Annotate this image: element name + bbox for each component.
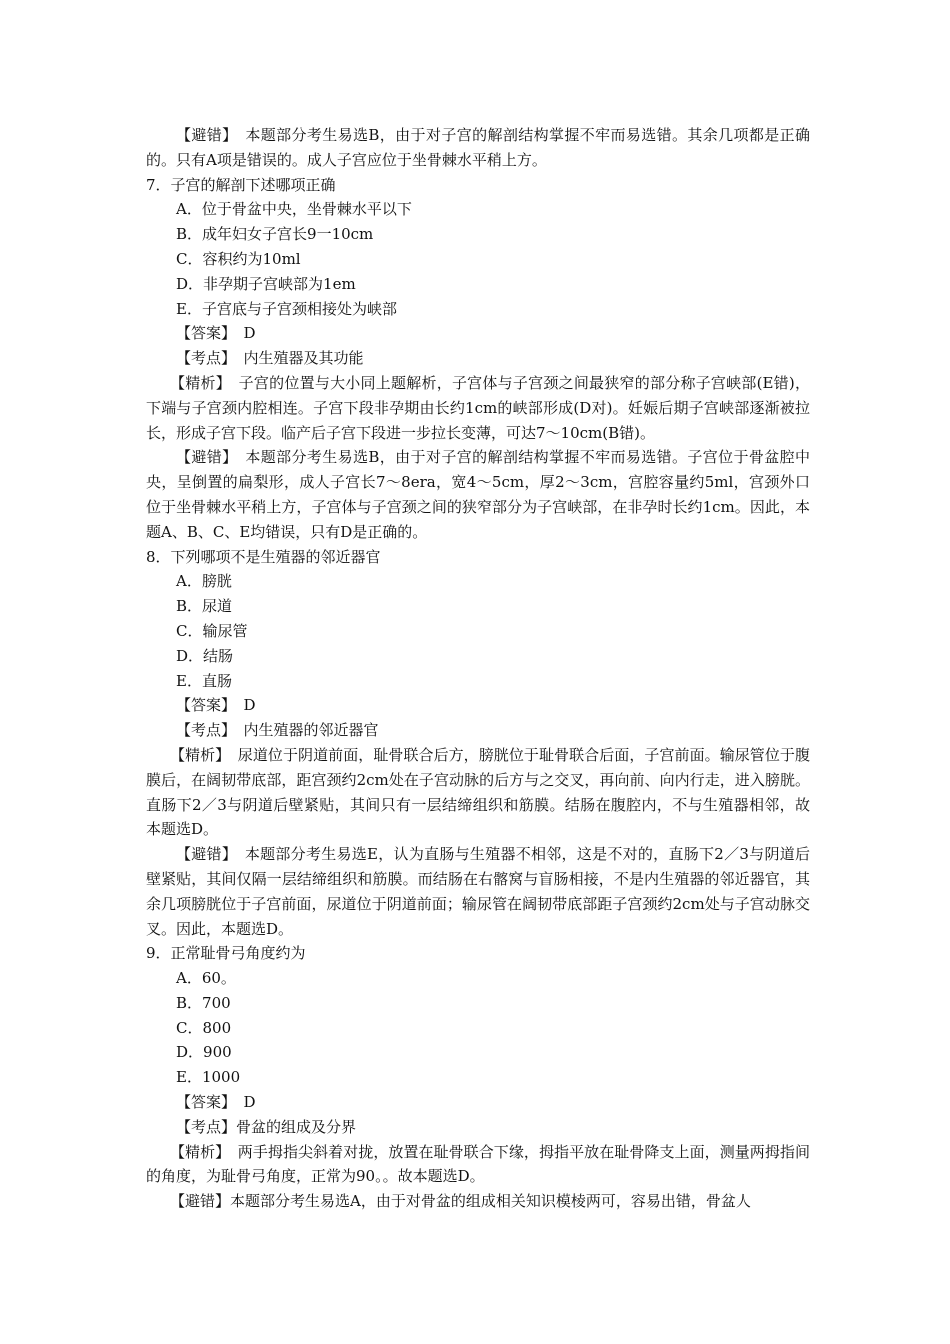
paragraph: 【避错】 本题部分考生易选B，由于对子宫的解剖结构掌握不牢而易选错。子宫位于骨盆腔中央，呈倒置的扁梨形，成人子宫长7～8era，宽4～5cm，厚2～3cm，宫腔容量约5ml，宫颈外口位于坐骨棘水平稍上方，子宫体与子宫颈之间的狭窄部分为子宫峡部，在非孕时长约1cm。因此，本题A、B、C、E均错误，只有D是正确的。 (146, 448, 810, 541)
answer-option: C．输尿管 (176, 621, 248, 640)
answer-option: D．结肠 (176, 646, 234, 665)
labeled-line: 【考点】骨盆的组成及分界 (176, 1117, 357, 1136)
answer-option: A．60。 (176, 969, 236, 988)
answer-option: D．900 (176, 1043, 232, 1062)
answer-option: E．子宫底与子宫颈相接处为峡部 (176, 299, 397, 318)
labeled-line: 【答案】 D (176, 324, 256, 343)
question-stem: 9．正常耻骨弓角度约为 (146, 944, 306, 963)
answer-option: B．700 (176, 993, 231, 1012)
labeled-line: 【考点】 内生殖器及其功能 (176, 349, 364, 368)
document-body (146, 123, 810, 1214)
question-stem: 7．子宫的解剖下述哪项正确 (146, 175, 336, 194)
paragraph: 【避错】本题部分考生易选A，由于对骨盆的组成相关知识模棱两可，容易出错，骨盆人 (170, 1192, 751, 1211)
answer-option: D．非孕期子宫峡部为1em (176, 274, 356, 293)
paragraph: 【精析】 尿道位于阴道前面，耻骨联合后方，膀胱位于耻骨联合后面，子宫前面。输尿管位于腹膜后，在阔韧带底部，距宫颈约2cm处在子宫动脉的后方与之交叉，再向前、向内行走，进入膀胱。直肠下2／3与阴道后壁紧贴，其间只有一层结缔组织和筋膜。结肠在腹腔内，不与生殖器相邻，故本题选D。 (146, 745, 810, 839)
answer-option: B．尿道 (176, 597, 233, 616)
paragraph: 【避错】 本题部分考生易选B，由于对子宫的解剖结构掌握不牢而易选错。其余几项都是正确的。只有A项是错误的。成人子宫应位于坐骨棘水平稍上方。 (146, 126, 810, 169)
answer-option: B．成年妇女子宫长9一10cm (176, 225, 374, 244)
answer-option: A．膀胱 (176, 572, 232, 591)
question-stem: 8．下列哪项不是生殖器的邻近器官 (146, 547, 381, 566)
answer-option: E．1000 (176, 1068, 241, 1087)
answer-option: E．直肠 (176, 671, 232, 690)
answer-option: C．800 (176, 1018, 232, 1037)
paragraph: 【精析】 两手拇指尖斜着对拢，放置在耻骨联合下缘，拇指平放在耻骨降支上面，测量两拇指间的角度，为耻骨弓角度，正常为90。。故本题选D。 (146, 1142, 810, 1186)
labeled-line: 【答案】 D (176, 696, 256, 715)
labeled-line: 【考点】 内生殖器的邻近器官 (176, 721, 379, 740)
answer-option: C．容积约为10ml (176, 249, 301, 268)
labeled-line: 【答案】 D (176, 1093, 256, 1112)
answer-option: A．位于骨盆中央，坐骨棘水平以下 (176, 200, 412, 219)
paragraph: 【避错】 本题部分考生易选E，认为直肠与生殖器不相邻，这是不对的，直肠下2／3与阴道后壁紧贴，其间仅隔一层结缔组织和筋膜。而结肠在右髂窝与盲肠相接，不是内生殖器的邻近器官，其余几项膀胱位于子宫前面，尿道位于阴道前面；输尿管在阔韧带底部距子宫颈约2cm处与子宫动脉交叉。因此，本题选D。 (146, 845, 810, 938)
paragraph: 【精析】 子宫的位置与大小同上题解析，子宫体与子宫颈之间最狭窄的部分称子宫峡部(E错)，下端与子宫颈内腔相连。子宫下段非孕期由长约1cm的峡部形成(D对)。妊娠后期子宫峡部逐渐被拉长，形成子宫下段。临产后子宫下段进一步拉长变薄，可达7～10cm(B错)。 (146, 373, 810, 442)
